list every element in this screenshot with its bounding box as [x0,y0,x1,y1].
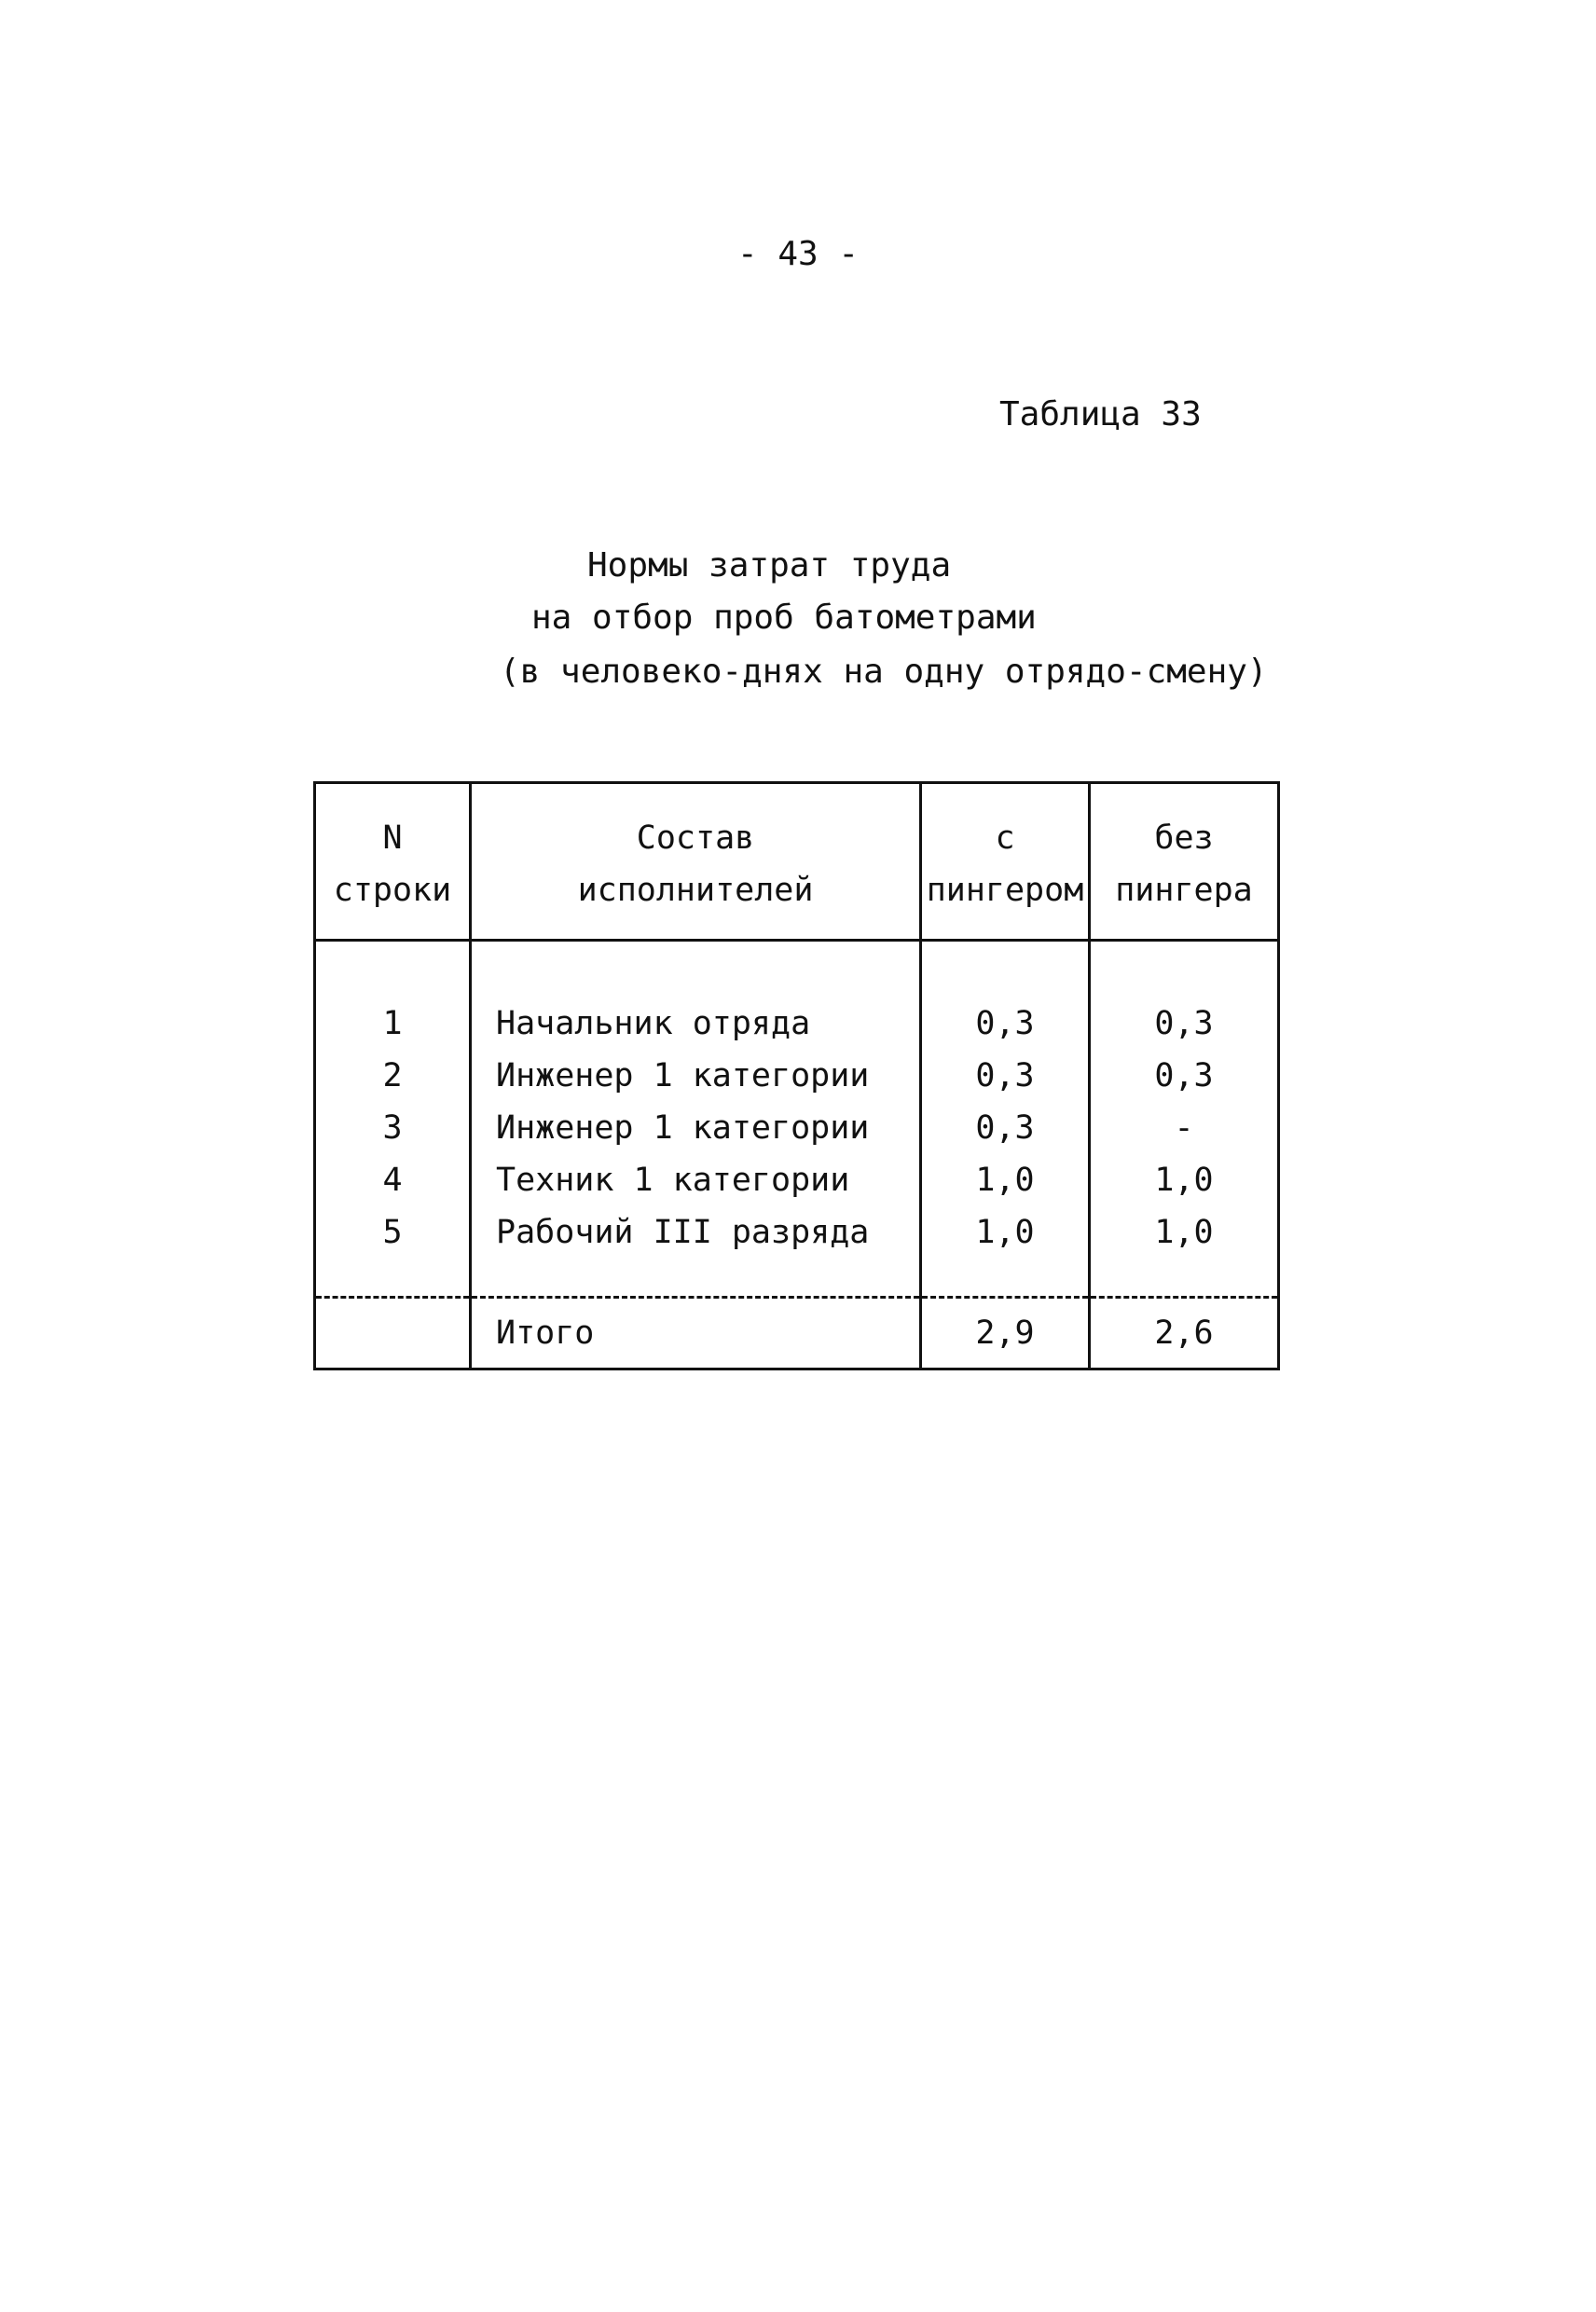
labor-norms-table [313,781,1280,1370]
row-num: 5 [315,1206,471,1259]
total-without: 2,6 [1090,1298,1279,1369]
header-name: Состав [471,783,921,865]
row-num: 2 [315,1050,471,1102]
table-row [315,1154,1279,1206]
table-label: Таблица 33 [999,395,1202,434]
row-with: 0,3 [921,998,1090,1050]
table-title-line-1: Нормы затрат труда [587,546,952,585]
table-row [315,1102,1279,1154]
row-with: 1,0 [921,1206,1090,1259]
table-row [315,1050,1279,1102]
header-without-2: пингера [1090,864,1279,941]
header-num-2: строки [315,864,471,941]
dashed-separator [315,1259,1279,1298]
row-with: 1,0 [921,1154,1090,1206]
total-with: 2,9 [921,1298,1090,1369]
header-without: без [1090,783,1279,865]
row-name: Начальник отряда [471,998,921,1050]
row-num: 4 [315,1154,471,1206]
total-row [315,1298,1279,1369]
row-name: Рабочий III разряда [471,1206,921,1259]
header-with: с [921,783,1090,865]
row-without: 0,3 [1090,998,1279,1050]
table-row [315,1206,1279,1259]
row-without: 0,3 [1090,1050,1279,1102]
row-name: Техник 1 категории [471,1154,921,1206]
header-with-2: пингером [921,864,1090,941]
header-row-2 [315,864,1279,941]
header-name-2: исполнителей [471,864,921,941]
row-without: 1,0 [1090,1154,1279,1206]
table-row [315,998,1279,1050]
table-title-line-3: (в человеко-днях на одну отрядо-смену) [500,653,1268,691]
header-num: N [315,783,471,865]
row-with: 0,3 [921,1102,1090,1154]
row-num: 1 [315,998,471,1050]
page-number: - 43 - [736,235,860,273]
row-num: 3 [315,1102,471,1154]
row-name: Инженер 1 категории [471,1050,921,1102]
header-row-1 [315,783,1279,865]
spacer-row [315,941,1279,998]
row-name: Инженер 1 категории [471,1102,921,1154]
row-without: 1,0 [1090,1206,1279,1259]
row-without: - [1090,1102,1279,1154]
row-with: 0,3 [921,1050,1090,1102]
table-title-line-2: на отбор проб батометрами [531,599,1037,637]
total-label: Итого [471,1298,921,1369]
